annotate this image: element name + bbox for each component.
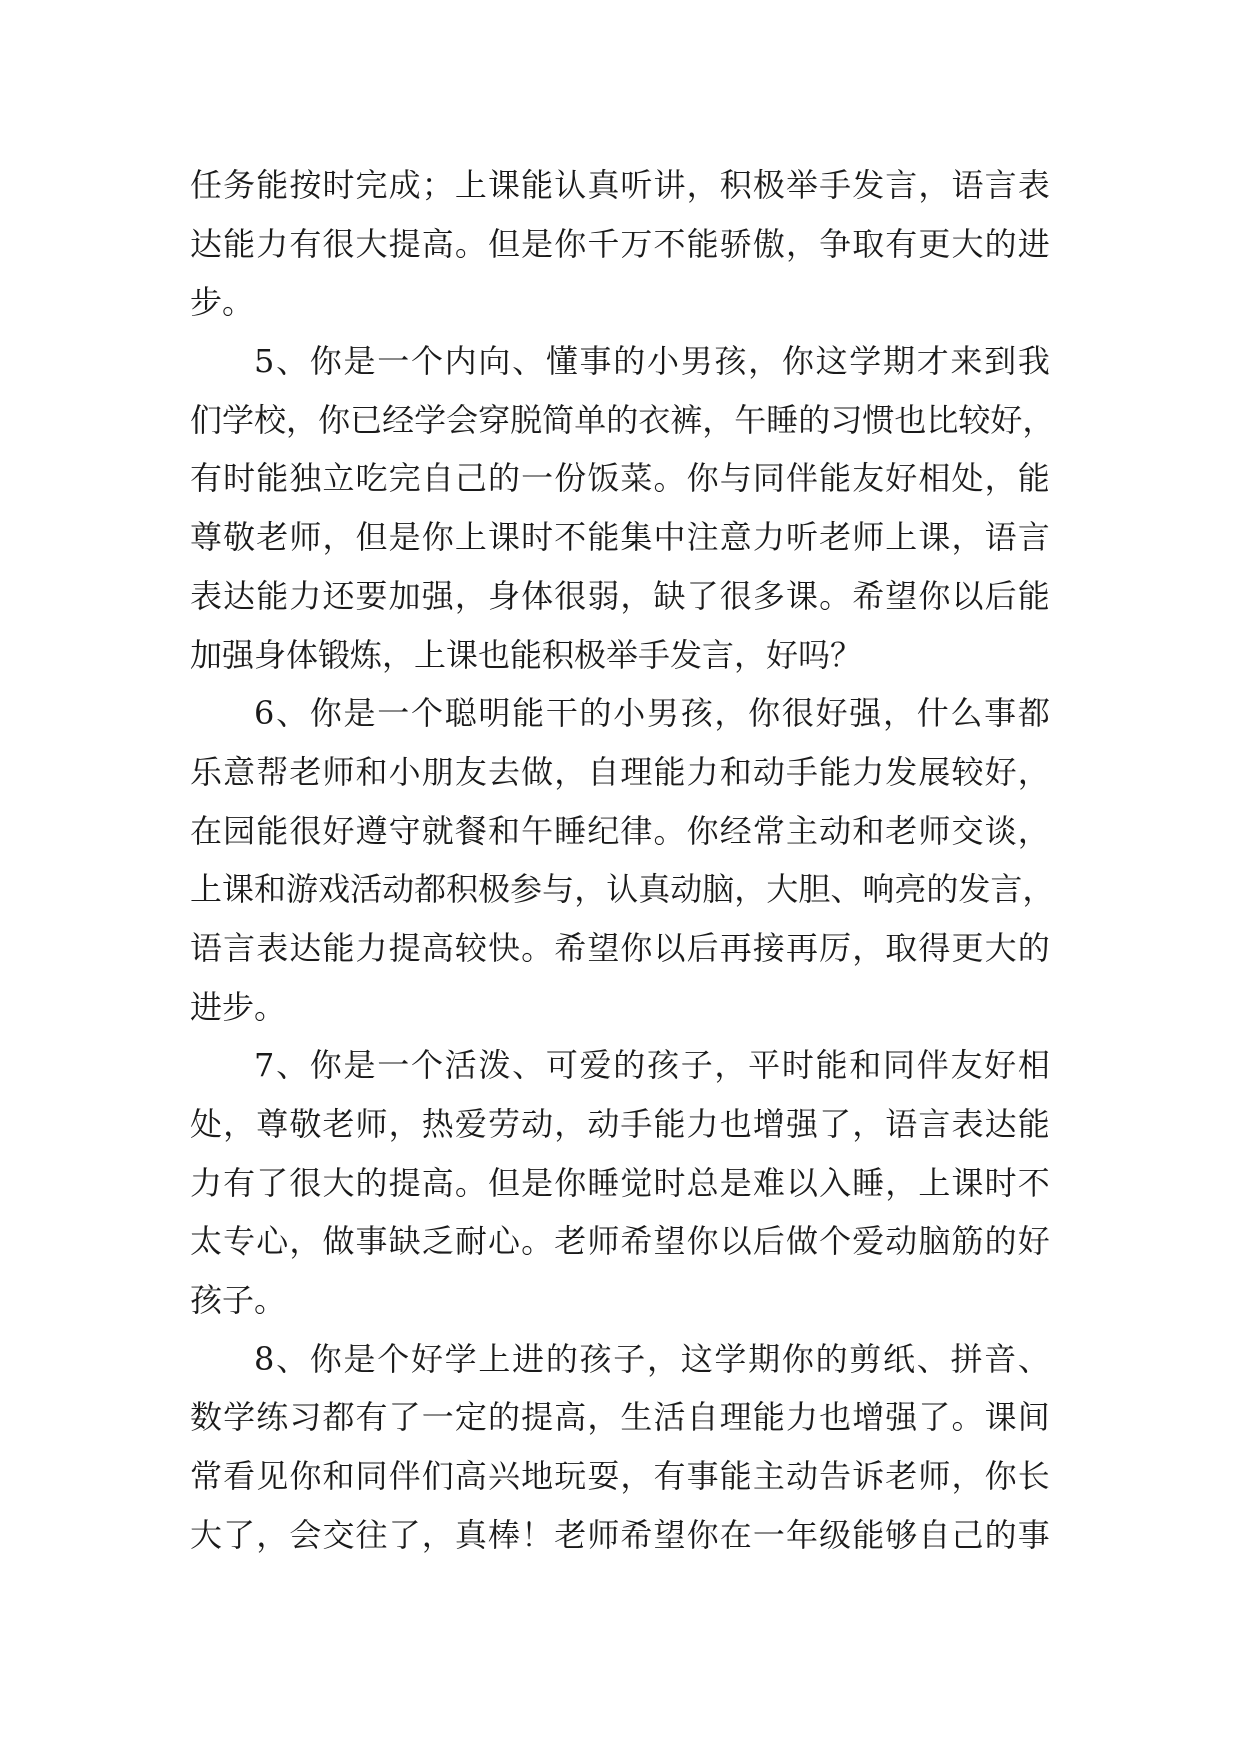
text-line: 数 学 练 习 都 有 了 一 定 的 提 高 ， 生 活 自 理 能 力 也 增 强 了 。 课 间 <box>190 1398 1050 1437</box>
text-line: 加强身体锻炼，上课也能积极举手发言，好吗？ <box>190 635 863 674</box>
text-line: 语 言 表 达 能 力 提 高 较 快 。 希 望 你 以 后 再 接 再 厉 ， 取 得 更 大 的 <box>190 928 1050 967</box>
text-line: 常 看 见 你 和 同 伴 们 高 兴 地 玩 耍 ， 有 事 能 主 动 告 诉 老 师 ， 你 长 <box>190 1457 1050 1496</box>
text-line: 8 、 你 是 个 好 学 上 进 的 孩 子 ， 这 学 期 你 的 剪 纸 、 拼 音 、 <box>254 1339 1050 1378</box>
text-line: 达 能 力 有 很 大 提 高 。 但 是 你 千 万 不 能 骄 傲 ， 争 取 有 更 大 的 进 <box>190 224 1050 263</box>
text-line: 处 ， 尊 敬 老 师 ， 热 爱 劳 动 ， 动 手 能 力 也 增 强 了 ， 语 言 表 达 能 <box>190 1105 1050 1143</box>
text-line: 任 务 能 按 时 完 成 ； 上 课 能 认 真 听 讲 ， 积 极 举 手 发 言 ， 语 言 表 <box>190 166 1050 204</box>
text-line: 5 、 你 是 一 个 内 向 、 懂 事 的 小 男 孩 ， 你 这 学 期 才 来 到 我 <box>254 342 1050 381</box>
text-line: 孩子。 <box>190 1281 287 1320</box>
paragraph <box>190 156 1050 332</box>
text-line: 力 有 了 很 大 的 提 高 。 但 是 你 睡 觉 时 总 是 难 以 入 睡 ， 上 课 时 不 <box>190 1163 1050 1202</box>
text-line: 7 、 你 是 一 个 活 泼 、 可 爱 的 孩 子 ， 平 时 能 和 同 伴 友 好 相 <box>254 1046 1050 1085</box>
paragraph <box>190 1330 1050 1565</box>
paragraph <box>190 684 1055 1036</box>
text-line: 乐 意 帮 老 师 和 小 朋 友 去 做 ， 自 理 能 力 和 动 手 能 力 发 展 较 好 ， <box>190 752 1050 791</box>
paragraph <box>190 1036 1050 1329</box>
text-line: 大 了 ， 会 交 往 了 ， 真 棒 ！ 老 师 希 望 你 在 一 年 级 能 够 自 己 的 事 <box>190 1515 1050 1554</box>
text-line: 尊 敬 老 师 ， 但 是 你 上 课 时 不 能 集 中 注 意 力 听 老 师 上 课 ， 语 言 <box>190 518 1050 557</box>
text-line: 步。 <box>190 283 255 322</box>
text-line: 表 达 能 力 还 要 加 强 ， 身 体 很 弱 ， 缺 了 很 多 课 。 希 望 你 以 后 能 <box>190 576 1050 615</box>
text-line: 进步。 <box>190 987 287 1026</box>
text-line: 太 专 心 ， 做 事 缺 乏 耐 心 。 老 师 希 望 你 以 后 做 个 爱 动 脑 筋 的 好 <box>190 1222 1050 1261</box>
text-line: 6 、 你 是 一 个 聪 明 能 干 的 小 男 孩 ， 你 很 好 强 ， 什 么 事 都 <box>254 694 1050 733</box>
document-body <box>190 156 1055 1565</box>
text-line: 在 园 能 很 好 遵 守 就 餐 和 午 睡 纪 律 。 你 经 常 主 动 和 老 师 交 谈 ， <box>190 811 1050 850</box>
text-line: 上 课 和 游 戏 活 动 都 积 极 参 与 ， 认 真 动 脑 ， 大 胆 、 响 亮 的 发 言 ， <box>190 870 1055 909</box>
text-line: 有 时 能 独 立 吃 完 自 己 的 一 份 饭 菜 。 你 与 同 伴 能 友 好 相 处 ， 能 <box>190 459 1050 498</box>
text-line: 们 学 校 ， 你 已 经 学 会 穿 脱 简 单 的 衣 裤 ， 午 睡 的 习 惯 也 比 较 好 ， <box>190 400 1055 439</box>
paragraph <box>190 332 1055 684</box>
